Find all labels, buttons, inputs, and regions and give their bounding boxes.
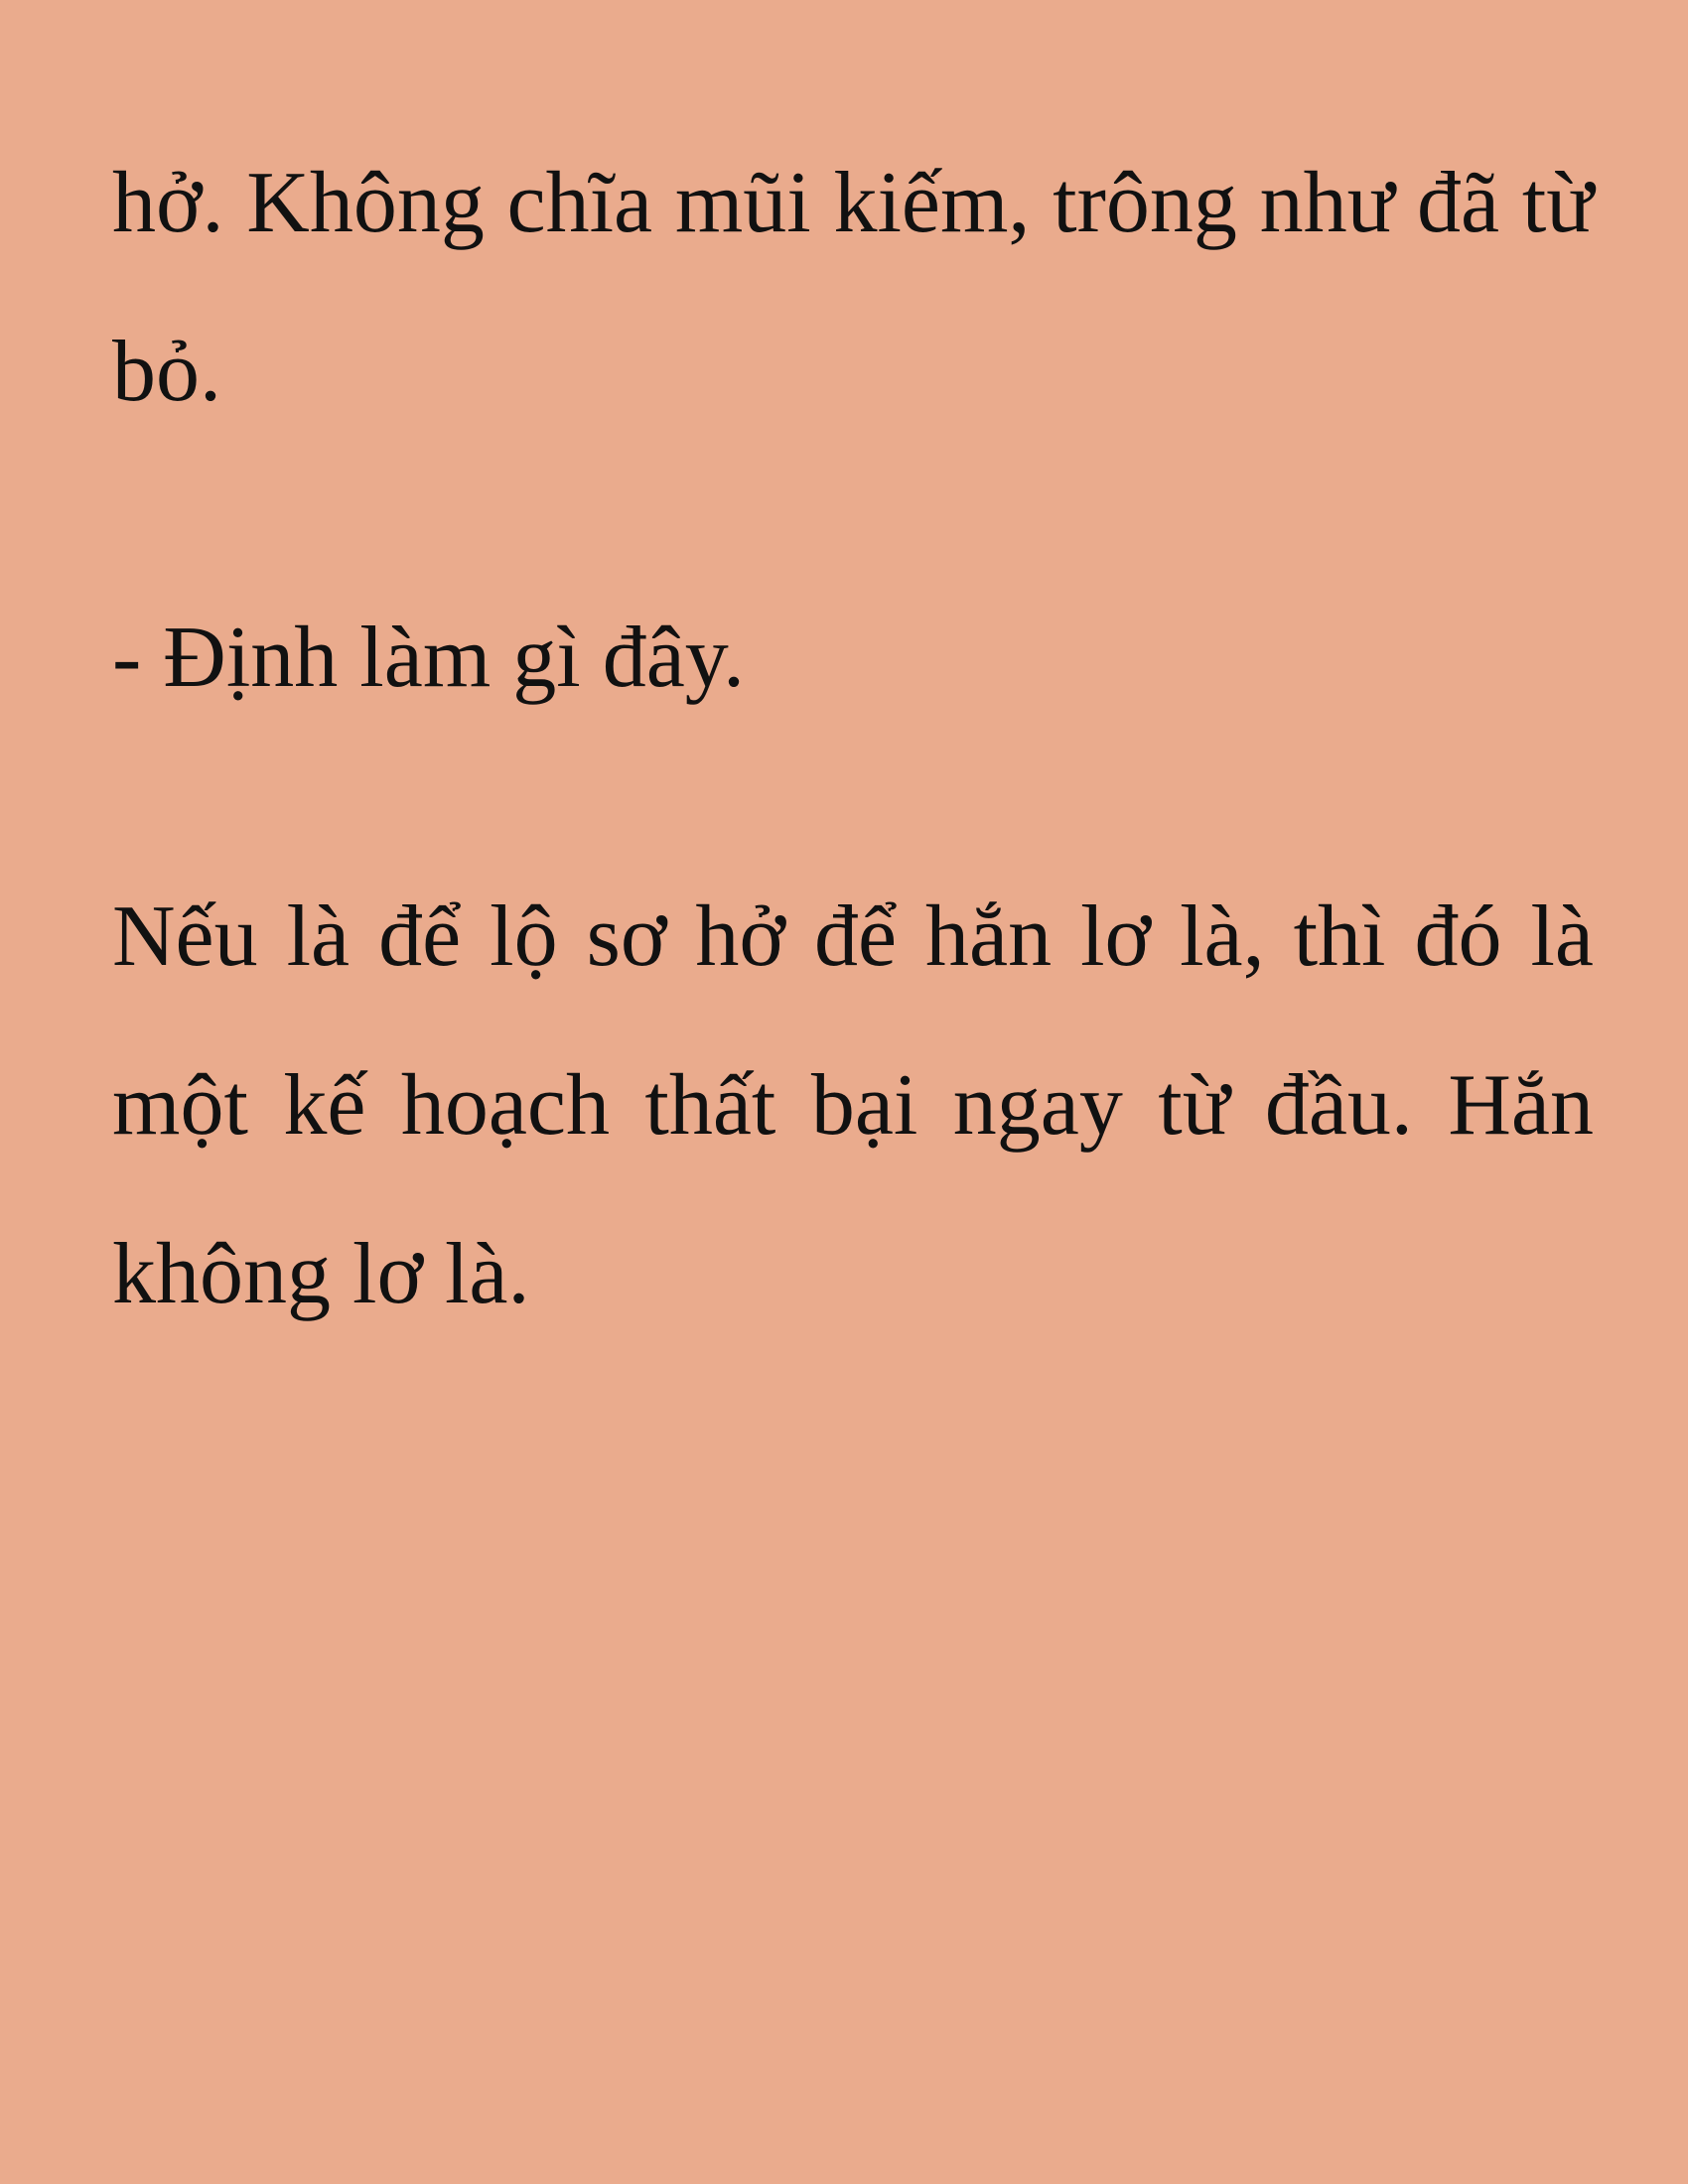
paragraph-1: hở. Không chĩa mũi kiếm, trông như đã từ bỏ. [112,155,1594,420]
paragraph-2-dialogue: - Định làm gì đây. [112,609,746,706]
paragraph-spacer-1 [112,457,1594,574]
paragraph-spacer-2 [112,742,1594,853]
paragraph-3: Nếu là để lộ sơ hở để hắn lơ là, thì đó là một kế hoạch thất bại ngay từ đầu. Hắn không lơ là. [112,888,1594,1323]
